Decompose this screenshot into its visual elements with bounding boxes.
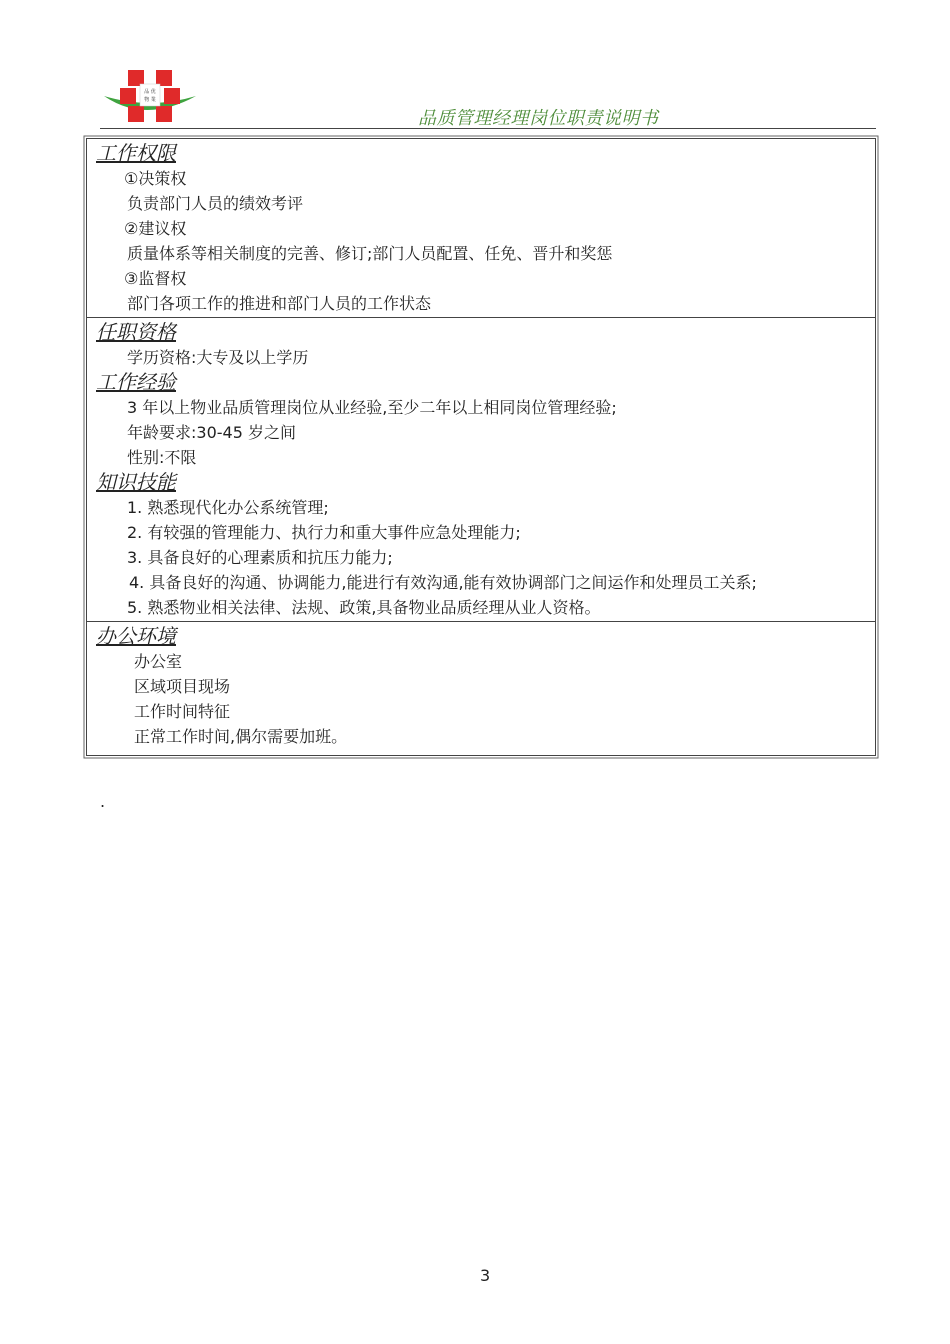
logo-red-square bbox=[128, 70, 144, 86]
section-environment bbox=[87, 622, 875, 755]
environment-line: 办公室 bbox=[134, 652, 183, 671]
authority-line: 负责部门人员的绩效考评 bbox=[127, 194, 304, 213]
logo-red-square bbox=[156, 70, 172, 86]
skills-line: 4. 具备良好的沟通、协调能力,能进行有效沟通,能有效协调部门之间运作和处理员工关系; bbox=[129, 573, 757, 592]
logo-red-square bbox=[120, 88, 136, 104]
skills-line: 2. 有较强的管理能力、执行力和重大事件应急处理能力; bbox=[127, 523, 521, 542]
authority-line: ②建议权 bbox=[124, 219, 187, 238]
authority-line: ③监督权 bbox=[124, 269, 187, 288]
skills-line: 1. 熟悉现代化办公系统管理; bbox=[127, 498, 329, 517]
document-header-title: 品质管理经理岗位职责说明书 bbox=[418, 108, 659, 129]
experience-line: 3 年以上物业品质管理岗位从业经验,至少二年以上相同岗位管理经验; bbox=[127, 398, 617, 417]
section-title: 知识技能 bbox=[96, 470, 176, 494]
section-qualification-experience-skills bbox=[87, 318, 875, 622]
svg-text:品 优: 品 优 bbox=[144, 89, 156, 95]
section-title: 工作经验 bbox=[96, 370, 176, 394]
authority-line: 部门各项工作的推进和部门人员的工作状态 bbox=[127, 294, 432, 313]
environment-line: 正常工作时间,偶尔需要加班。 bbox=[134, 727, 348, 746]
section-title: 办公环境 bbox=[96, 624, 176, 648]
environment-line: 区域项目现场 bbox=[134, 677, 231, 696]
logo-red-square bbox=[128, 106, 144, 122]
environment-line: 工作时间特征 bbox=[134, 702, 231, 721]
job-description-table bbox=[86, 138, 876, 756]
authority-line: 质量体系等相关制度的完善、修订;部门人员配置、任免、晋升和奖惩 bbox=[127, 244, 613, 263]
experience-line: 性别:不限 bbox=[127, 448, 197, 467]
section-title: 工作权限 bbox=[96, 141, 176, 165]
skills-line: 3. 具备良好的心理素质和抗压力能力; bbox=[127, 548, 393, 567]
logo-red-square bbox=[164, 88, 180, 104]
svg-text:物 業: 物 業 bbox=[144, 97, 156, 103]
page-number: 3 bbox=[480, 1266, 491, 1285]
qualification-line: 学历资格:大专及以上学历 bbox=[127, 348, 309, 367]
section-authority bbox=[87, 139, 875, 318]
experience-line: 年龄要求:30-45 岁之间 bbox=[127, 423, 296, 442]
stray-dot: . bbox=[100, 792, 106, 811]
skills-line: 5. 熟悉物业相关法律、法规、政策,具备物业品质经理从业人资格。 bbox=[127, 598, 601, 617]
logo-red-square bbox=[156, 106, 172, 122]
header-divider bbox=[100, 128, 876, 129]
section-title: 任职资格 bbox=[96, 320, 176, 344]
authority-line: ①决策权 bbox=[124, 169, 187, 188]
company-logo bbox=[100, 66, 200, 126]
